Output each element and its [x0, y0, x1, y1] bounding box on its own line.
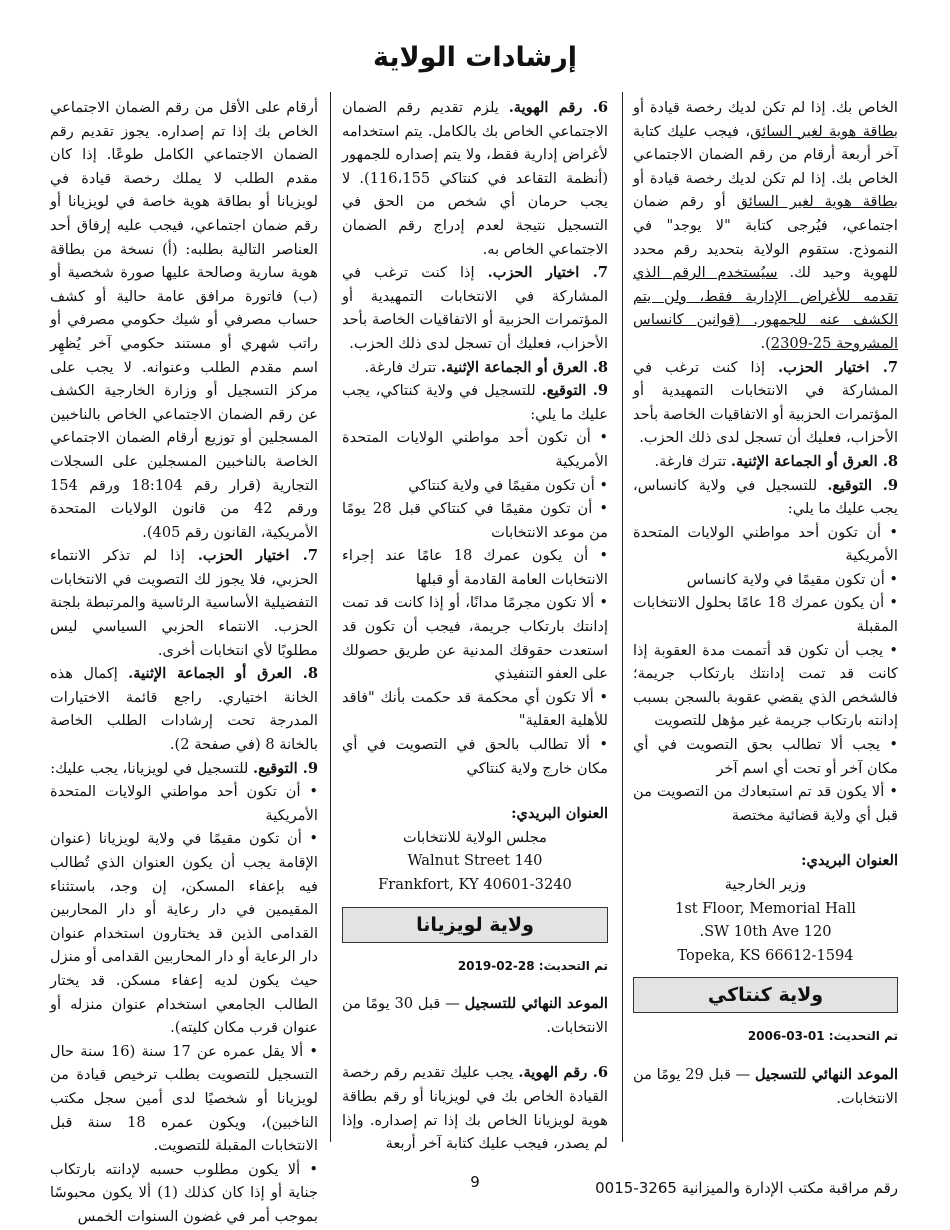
list-item: • أن يكون عمرك 18 عامًا عند إجراء الانتخابات العامة القادمة أو قبلها — [342, 547, 608, 588]
address-line: 120 SW 10th Ave. — [699, 923, 832, 941]
list-item: • ألا يكون مطلوب حسبه لإدانته بارتكاب جناية أو إذا كان كذلك (1) ألا يكون محبوسًا بموجب أمر في غضون السنوات الخمس — [50, 1160, 318, 1225]
list-item: • ألا يكون قد تم استبعادك من التصويت من قبل أي ولاية قضائية مختصة — [633, 783, 898, 824]
list-item: • يجب أن تكون قد أتممت مدة العقوبة إذا كانت قد تمت إدانتك بارتكاب جريمة؛ فالشخص الذي يقضي عقوبة بالسجن بسبب إدانته بارتكاب جريمة غير مؤهل للتصويت — [633, 641, 898, 730]
list-item: • أن تكون أحد مواطني الولايات المتحدة الأمريكية — [50, 783, 318, 824]
column-divider — [622, 92, 623, 1142]
state-heading-kentucky: ولاية كنتاكي — [633, 977, 898, 1013]
list-item: • أن تكون مقيمًا في ولاية لويزيانا (عنوان الإقامة يجب أن يكون العنوان الذي تُطالب فيه بإعفاء المسكن، إن وجد، باستثناء المقيمين في دار رعاية أو دار المحاربين القدامى الذين قد يختارون استخدام عنوان دار الرعاية أو دار المحاربين القدامى أو منزل حيث يكون لديه إعفاء مسكن. قد يختار الطالب الجامعي استخدام عنوان منزله أو عنوان قرب مكان كليته). — [50, 830, 318, 1037]
omb-control-number: رقم مراقبة مكتب الإدارة والميزانية 3265-0015 — [595, 1179, 898, 1197]
address-line: وزير الخارجية — [724, 876, 807, 893]
kansas-id-paragraph: الخاص بك. إذا لم تكن لديك رخصة قيادة أو بطاقة هوية لغير السائق، فيجب عليك كتابة آخر أربعة أرقام من رقم الضمان الاجتماعي الخاص بك. إذا لم تكن لديك رخصة قيادة أو بطاقة هوية لغير السائق أو رقم ضمان اجتماعي، فيُرجى كتابة "لا يوجد" في النموذج. ستقوم الولاية بتحديد رقم محدد للهوية وحيد لك. سيُستخدم الرقم الذي تقدمه للأغراض الإدارية فقط، ولن يتم الكشف عنه للجمهور. (قوانين كانساس المشروحة 25-2309). — [633, 99, 899, 352]
list-item: • يجب ألا تطالب بحق التصويت في أي مكان آخر أو تحت أي اسم آخر — [633, 736, 898, 777]
page-title: إرشادات الولاية — [372, 42, 578, 73]
column-kansas — [633, 96, 899, 1107]
registration-deadline: الموعد النهائي للتسجيل — قبل 30 يومًا من الانتخابات. — [342, 995, 608, 1036]
kentucky-item-9: 9. التوقيع. للتسجيل في ولاية كنتاكي، يجب عليك ما يلي: — [342, 382, 609, 423]
mailing-address-label: العنوان البريدي: — [511, 805, 608, 823]
mailing-address-label: العنوان البريدي: — [801, 852, 898, 870]
state-heading-louisiana: ولاية لويزيانا — [342, 907, 608, 943]
column-divider — [330, 92, 331, 1142]
list-item: • أن يكون عمرك 18 عامًا بحلول الانتخابات المقبلة — [633, 594, 898, 636]
kansas-item-9: 9. التوقيع. للتسجيل في ولاية كانساس، يجب عليك ما يلي: — [633, 476, 898, 518]
address-line: Topeka, KS 66612-1594 — [677, 946, 854, 964]
list-item: • أن تكون مقيمًا في ولاية كنتاكي — [408, 476, 608, 494]
address-line: مجلس الولاية للانتخابات — [403, 828, 547, 846]
address-line: 140 Walnut Street — [407, 852, 543, 870]
kentucky-item-8: 8. العرق أو الجماعة الإثنية. تترك فارغة. — [364, 358, 608, 376]
louisiana-item-7: 7. اختيار الحزب. إذا لم تذكر الانتماء الحزبي، فلا يجوز لك التصويت في الانتخابات التفضيلية الأساسية الرئاسية والمرتبطة بلجنة الحزب. الانتماء الحزبي السياسي ليس مطلوبًا لأي انتخابات أخرى. — [50, 547, 318, 659]
column-louisiana — [50, 96, 319, 1225]
kansas-item-7: 7. اختيار الحزب. إذا كنت ترغب في المشاركة في الانتخابات التمهيدية أو المؤتمرات الحزبية أو الاتفاقيات الخاصة بأحد الأحزاب، فعليك أن تسجل لدى ذلك الحزب. — [633, 358, 899, 447]
page-number: 9 — [470, 1173, 480, 1191]
updated-date: تم التحديث: 28-02-2019 — [457, 958, 608, 973]
louisiana-item-8: 8. العرق أو الجماعة الإثنية. إكمال هذه الخانة اختياري. راجع قائمة الاختيارات المدرجة تحت إرشادات الطلب الخاصة بالخانة 8 (في صفحة 2). — [50, 665, 318, 754]
list-item: • ألا يقل عمره عن 17 سنة (16 سنة حال التسجيل للتصويت بطلب ترخيص قيادة من لويزيانا أو شخصيًا لدى أمين سجل مكتب الناخبين)، ويكون عمره 18 سنة قبل الانتخابات المقبلة للتصويت. — [50, 1042, 319, 1155]
list-item: • أن تكون مقيمًا في ولاية كانساس — [686, 570, 898, 588]
kansas-item-8: 8. العرق أو الجماعة الإثنية. تترك فارغة. — [654, 452, 898, 470]
column-kentucky — [342, 96, 609, 1153]
louisiana-item-6: 6. رقم الهوية. يجب عليك تقديم رقم رخصة القيادة الخاص بك في لويزيانا أو رقم بطاقة هوية لويزيانا الخاص بك إذا تم إصداره. وإذا لم يصدر، فيجب عليك كتابة آخر أربعة — [342, 1064, 609, 1153]
louisiana-id-paragraph: أرقام على الأقل من رقم الضمان الاجتماعي الخاص بك إذا تم إصداره. يجوز تقديم رقم الضمان الاجتماعي الكامل طوعًا. إذا كان مقدم الطلب لا يملك رخصة قيادة في لويزيانا أو بطاقة هوية خاصة في لويزيانا أو رقم ضمان اجتماعي، فيجب عليه إرفاق أحد العناصر التالية بطلبه: (أ) نسخة من بطاقة هوية سارية وصالحة عليها صورة شخصية أو (ب) فاتورة مرافق عامة حالية أو كشف حساب مصرفي أو شيك حكومي مصرفي أو راتب شهري أو مستند حكومي آخر يُظهِر اسم مقدم الطلب وعنوانه. لا يجب على مركز التسجيل أو وزارة الخارجية الكشف عن رقم الضمان الاجتماعي الخاص بالناخبين المسجلين أو توزيع أرقام الضمان الاجتماعي الخاصة بالناخبين المسجلين على السجلات التجارية (قرار رقم 18:104 ورقم 154 ورقم 42 من قانون الولايات المتحدة الأمريكية، القانون رقم 405). — [50, 99, 318, 541]
louisiana-item-9: 9. التوقيع. للتسجيل في لويزيانا، يجب عليك: — [50, 759, 318, 777]
list-item: • أن تكون أحد مواطني الولايات المتحدة الأمريكية — [633, 523, 898, 565]
list-item: • أن تكون أحد مواطني الولايات المتحدة الأمريكية — [342, 429, 608, 470]
kentucky-item-6: 6. رقم الهوية. يلزم تقديم رقم الضمان الاجتماعي الخاص بك بالكامل. يتم استخدامه لأغراض إدارية فقط، ولا يتم إصداره للجمهور (أنظمة التقاعد في كنتاكي 116،155). لا يجب حرمان أي شخص من الحق في التسجيل نتيجة لعدم إدراج رقم الضمان الاجتماعي الخاص به. — [342, 99, 609, 258]
list-item: • ألا تطالب بالحق في التصويت في أي مكان خارج ولاية كنتاكي — [342, 736, 608, 777]
registration-deadline: الموعد النهائي للتسجيل — قبل 29 يومًا من الانتخابات. — [633, 1065, 898, 1107]
updated-date: تم التحديث: 01-03-2006 — [747, 1029, 898, 1044]
address-line: Frankfort, KY 40601-3240 — [378, 876, 572, 893]
list-item: • أن تكون مقيمًا في كنتاكي قبل 28 يومًا من موعد الانتخابات — [342, 500, 608, 541]
list-item: • ألا تكون أي محكمة قد حكمت بأنك "فاقد للأهلية العقلية" — [342, 688, 608, 730]
address-line: 1st Floor, Memorial Hall — [675, 899, 856, 917]
list-item: • ألا تكون مجرمًا مدانًا، أو إذا كانت قد تمت إدانتك بارتكاب جريمة، فيجب أن تكون قد استعدت حقوقك المدنية عن طريق حصولك على العفو التنفيذي — [342, 594, 608, 683]
kentucky-item-7: 7. اختيار الحزب. إذا كنت ترغب في المشاركة في الانتخابات التمهيدية أو المؤتمرات الحزبية أو الاتفاقيات الخاصة بأحد الأحزاب، فعليك أن تسجل لدى ذلك الحزب. — [342, 264, 608, 352]
